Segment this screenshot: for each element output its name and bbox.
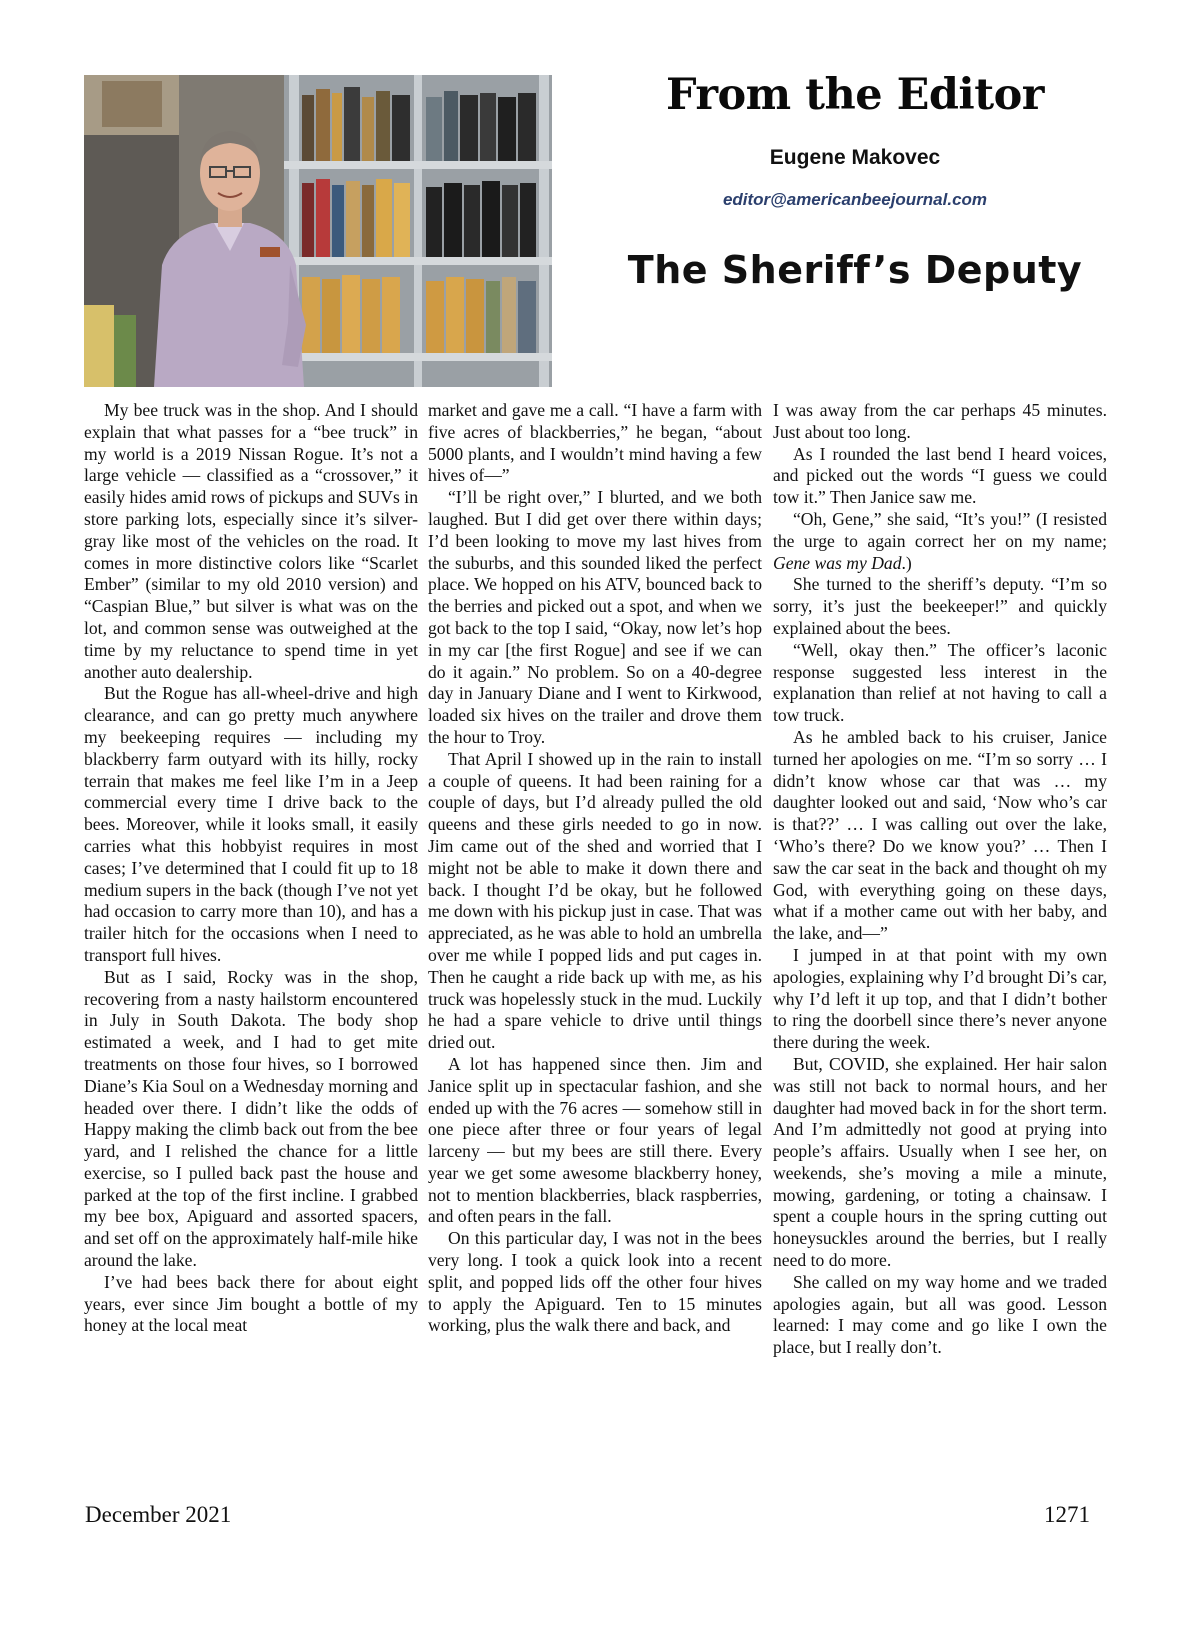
paragraph-text: “Oh, Gene,” she said, “It’s you!” (I resisted the urge to again correct her on my name;: [773, 508, 1107, 551]
italic-aside: Gene was my Dad: [773, 552, 902, 573]
page-number: 1271: [1044, 1502, 1090, 1527]
paragraph: She turned to the sheriff’s deputy. “I’m so sorry, it’s just the beekeeper!” and quickly explained about the bees.: [773, 574, 1107, 638]
paragraph: I jumped in at that point with my own apologies, explaining why I’d brought Di’s car, why I’d left it up top, and that I didn’t bother to ring the doorbell since there’s never anyone there during the week.: [773, 944, 1107, 1053]
paragraph: That April I showed up in the rain to install a couple of queens. It had been raining for a couple of days, but I’d already pulled the old queens and these girls needed to go in now. Jim came out of the shed and worried that I might not be able to make it down there and back. I thought I’d be okay, but he followed me down with his pickup just in case. That was appreciated, as he was able to hold an umbrella over me while I popped lids and put cages in. Then he caught a ride back up with me, as his truck was hopelessly stuck in the mud. Luckily he had a spare vehicle to drive until things dried out.: [428, 748, 762, 1053]
author-email: editor@americanbeejournal.com: [722, 190, 988, 209]
paragraph: But the Rogue has all-wheel-drive and high clearance, and can go pretty much anywhere my beekeeping requires — including my blackberry farm outyard with its hilly, rocky terrain that makes me feel like I’m in a Jeep commercial every time I drive back to the bees. Moreover, while it looks small, it easily carries what this hobbyist requires in most cases; I’ve determined that I could fit up to 18 medium supers in the back (though I’ve not yet had occasion to carry more than 10), and has a trailer hitch for the occasions when I need to transport full hives.: [84, 683, 418, 965]
article-headline: The Sheriff’s Deputy: [627, 248, 1083, 292]
body-column-1: [84, 400, 418, 1337]
issue-date: December 2021: [85, 1502, 232, 1527]
paragraph: [773, 509, 1107, 574]
paragraph: But as I said, Rocky was in the shop, recovering from a nasty hailstorm encountered in July in South Dakota. The body shop estimated a week, and I had to get mite treatments on those four hives, so I borrowed Diane’s Kia Soul on a Wednesday morning and headed over there. I didn’t like the odds of Happy making the climb back out from the bee yard, and I relished the chance for a little exercise, so I pulled back past the house and parked at the top of the first incline. I grabbed my bee box, Apiguard and assorted spacers, and set off on the approximately half-mile hike around the lake.: [84, 966, 418, 1271]
paragraph: A lot has happened since then. Jim and Janice split up in spectacular fashion, and she ended up with the 76 acres — somehow still in one piece after three or four years of legal larceny — but my bees are still there. Every year we get some awesome blackberry honey, not to mention blackberries, black raspberries, and often pears in the fall.: [428, 1053, 762, 1227]
paragraph: On this particular day, I was not in the bees very long. I took a quick look into a recent split, and popped lids off the other four hives to apply the Apiguard. Ten to 15 minutes working, plus the walk there and back, and: [428, 1228, 762, 1336]
paragraph: As I rounded the last bend I heard voices, and picked out the words “I guess we could tow it.” Then Janice saw me.: [773, 443, 1107, 508]
editor-photo-illustration: [84, 75, 552, 387]
paragraph: But, COVID, she explained. Her hair salon was still not back to normal hours, and her daughter had moved back in for the short term. And I’m admittedly not good at prying into people’s affairs. Usually when I see her, on weekends, she’s moving a mile a minute, mowing, gardening, or toting a chainsaw. I spent a couple hours in the spring cutting out honeysuckles around the berries, but I really need to do more.: [773, 1053, 1107, 1271]
editor-photo: [84, 75, 552, 387]
paragraph: “I’ll be right over,” I blurted, and we both laughed. But I did get over there within days; I’d been looking to move my last hives from the suburbs, and this sounded liked the perfect place. We hopped on his ATV, bounced back to the berries and picked out a spot, and when we got back to the top I said, “Okay, now let’s hop in my car [the first Rogue] and see if we can do it again.” No problem. So on a 40-degree day in January Diane and I went to Kirkwood, loaded six hives on the trailer and drove them the hour to Troy.: [428, 487, 762, 747]
paragraph: She called on my way home and we traded apologies again, but all was good. Lesson learned: I may come and go like I own the place, but I really don’t.: [773, 1271, 1107, 1358]
author-name: Eugene Makovec: [769, 146, 941, 169]
paragraph-continued: market and gave me a call. “I have a farm with five acres of blackberries,” he began, “about 5000 plants, and I wouldn’t mind having a few hives of—”: [428, 400, 762, 486]
section-title: From the Editor: [666, 70, 1044, 120]
paragraph: My bee truck was in the shop. And I should explain that what passes for a “bee truck” in my world is a 2019 Nissan Rogue. It’s not a large vehicle — classified as a “crossover,” it easily hides amid rows of pickups and SUVs in store parking lots, especially since it’s silver-gray like most of the vehicles on the road. It comes in more distinctive colors like “Scarlet Ember” (similar to my old 2010 version) and “Caspian Blue,” but silver is what was on the lot, and common sense was outweighed at the time by my reluctance to spend time in yet another auto dealership.: [84, 400, 418, 682]
paragraph: As he ambled back to his cruiser, Janice turned her apologies on me. “I’m so sorry … I didn’t know whose car that was … my daughter looked out and said, ‘Now who’s car is that??’ … I was calling out over the lake, ‘Who’s there? Do we know you?’ … Then I saw the car seat in the back and thought oh my God, with everything going on these days, what if a mother came out with her baby, and the lake, and—”: [773, 726, 1107, 944]
body-column-2: [428, 400, 762, 1337]
body-column-3: [773, 400, 1107, 1359]
paragraph: “Well, okay then.” The officer’s laconic response suggested less interest in the explanation than relief at not having to call a tow truck.: [773, 639, 1107, 726]
paragraph-continued: I was away from the car perhaps 45 minutes. Just about too long.: [773, 400, 1107, 442]
paragraph: I’ve had bees back there for about eight years, ever since Jim bought a bottle of my honey at the local meat: [84, 1271, 418, 1336]
paragraph-text: .): [901, 552, 912, 573]
article-header: [600, 60, 1110, 292]
